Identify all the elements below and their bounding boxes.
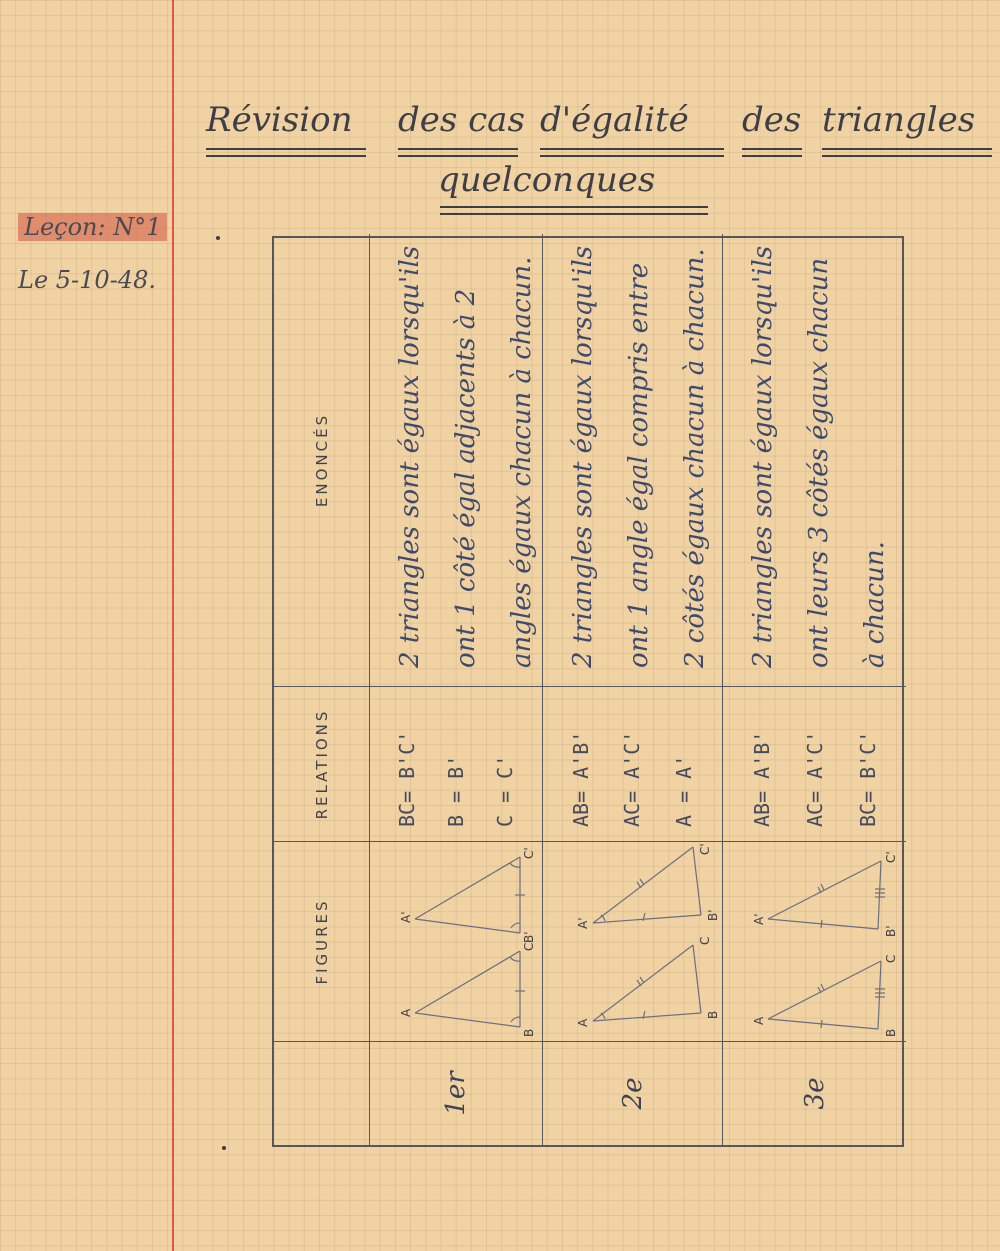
triangle-figure-2: [543, 841, 723, 1041]
lesson-date: Le 5-10-48.: [18, 266, 156, 294]
vertex-label: A: [576, 1018, 590, 1027]
triangle-figure-1: [370, 841, 543, 1041]
vertex-label: A: [752, 1016, 766, 1025]
header-relations: RELATIONS: [274, 686, 370, 841]
relation-text: AB= A'B': [749, 730, 774, 827]
relation-text: AB= A'B': [568, 730, 593, 827]
header-figures: FIGURES: [274, 841, 370, 1041]
title-line-2: quelconques: [438, 160, 656, 200]
header-statements: ENONCÉS: [274, 234, 370, 686]
relation-text: BC= B'C': [855, 730, 880, 827]
lesson-number: Leçon: N°1: [18, 213, 167, 241]
vertex-label: A': [752, 913, 766, 925]
statement-cell-1: 2 triangles sont égaux lorsqu'ils ont 1 côté égal adjacents à 2 angles égaux chacun à chacun.: [370, 234, 543, 686]
vertex-label: C': [884, 851, 898, 863]
ink-dot: [216, 236, 220, 240]
vertex-label: B: [706, 1010, 720, 1019]
title-word-triangles: triangles: [822, 100, 976, 140]
figure-cell-3: [723, 841, 906, 1041]
vertex-label: C: [884, 954, 898, 963]
title-underline: [540, 148, 724, 157]
title-underline: [440, 206, 708, 215]
title-underline: [822, 148, 992, 157]
header-blank-cell: [274, 1041, 370, 1145]
relation-text: B = B': [443, 754, 468, 827]
vertex-label: B': [884, 925, 898, 937]
relations-cell-3: [723, 686, 906, 841]
relation-text: BC= B'C': [394, 730, 419, 827]
vertex-label: B: [884, 1028, 898, 1037]
title-word-des: des: [742, 100, 802, 140]
title-underline: [206, 148, 366, 157]
vertex-label: B': [522, 931, 536, 943]
vertex-label: B: [522, 1028, 536, 1037]
title-word-egalite: d'égalité: [540, 100, 689, 140]
statement-cell-3: 2 triangles sont égaux lorsqu'ils ont leurs 3 côtés égaux chacun à chacun.: [748, 245, 890, 668]
title-word-revision: Révision: [206, 100, 353, 140]
margin-line: [172, 0, 174, 1251]
vertex-label: B': [706, 909, 720, 921]
equality-cases-table: [272, 236, 904, 1147]
row-ordinal: 1er: [370, 1041, 543, 1145]
statement-cell-2: 2 triangles sont égaux lorsqu'ils ont 1 angle égal compris entre 2 côtés égaux chacun à chacun.: [543, 234, 723, 686]
vertex-label: A': [576, 917, 590, 929]
vertex-label: C': [522, 847, 536, 859]
ink-dot: [222, 1146, 226, 1150]
vertex-label: A': [399, 911, 413, 923]
relations-cell-2: [543, 686, 723, 841]
title-word-des-cas: des cas: [398, 100, 525, 140]
vertex-label: C': [698, 843, 712, 855]
vertex-label: A: [399, 1008, 413, 1017]
relations-cell-1: [370, 686, 543, 841]
title-underline: [398, 148, 518, 157]
row-ordinal: 3e: [723, 1041, 906, 1145]
relation-text: A = A': [672, 754, 697, 827]
title-underline: [742, 148, 802, 157]
relation-text: AC= A'C': [620, 730, 645, 827]
row-ordinal: 2e: [543, 1041, 723, 1145]
figure-cell-1: [370, 841, 543, 1041]
relation-text: C = C': [493, 754, 518, 827]
triangle-figure-3: [723, 841, 906, 1041]
vertex-label: C: [698, 936, 712, 945]
relation-text: AC= A'C': [802, 730, 827, 827]
vertex-label: C: [522, 942, 536, 951]
figure-cell-2: [543, 841, 723, 1041]
